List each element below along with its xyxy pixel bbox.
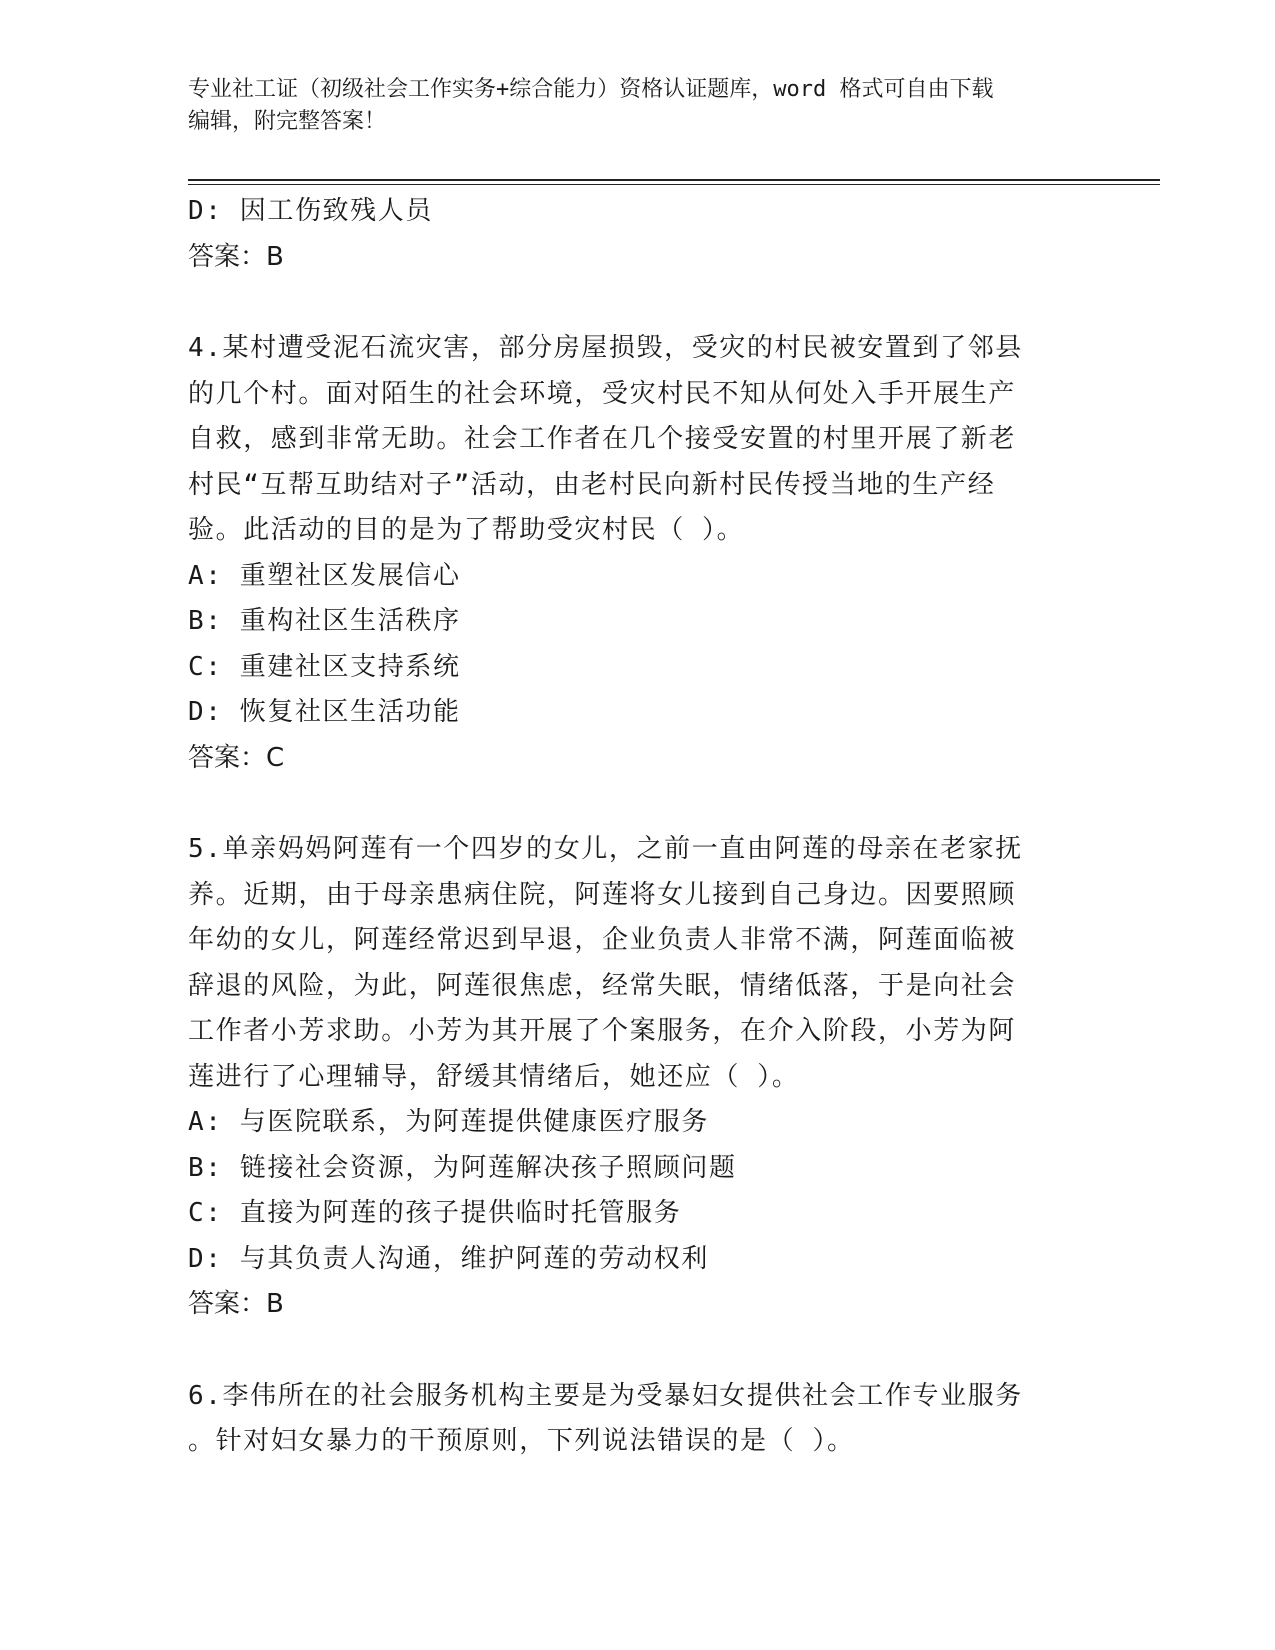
question-line: 养。近期，由于母亲患病住院，阿莲将女儿接到自己身边。因要照顾 [188, 879, 1017, 910]
question-line: 6.李伟所在的社会服务机构主要是为受暴妇女提供社会工作专业服务 [188, 1380, 1023, 1411]
question-line: 自救，感到非常无助。社会工作者在几个接受安置的村里开展了新老 [188, 424, 1017, 454]
option-a: A: 重塑社区发展信心 [188, 560, 461, 591]
question-6 [188, 1374, 1068, 1465]
spacer [188, 1328, 1068, 1374]
header-line-2: 编辑，附完整答案！ [188, 109, 387, 134]
spacer [188, 781, 1068, 827]
header-line-1: 专业社工证（初级社会工作实务+综合能力）资格认证题库，word 格式可自由下载 [188, 77, 994, 102]
question-line: 4.某村遭受泥石流灾害，部分房屋损毁，受灾的村民被安置到了邻县 [188, 333, 1023, 363]
question-line: 莲进行了心理辅导，舒缓其情绪后，她还应（ ）。 [188, 1061, 800, 1092]
option-b: B: 链接社会资源，为阿莲解决孩子照顾问题 [188, 1152, 737, 1183]
header-rule-thin [188, 184, 1160, 185]
option-b: B: 重构社区生活秩序 [188, 606, 461, 636]
question-content [188, 189, 1068, 1465]
option-d: D: 恢复社区生活功能 [188, 697, 461, 727]
question-line: 辞退的风险，为此，阿莲很焦虑，经常失眠，情绪低落，于是向社会 [188, 970, 1017, 1001]
prev-option-d: D: 因工伤致残人员 [188, 196, 433, 226]
question-line: 年幼的女儿，阿莲经常迟到早退，企业负责人非常不满，阿莲面临被 [188, 925, 1017, 955]
question-4 [188, 326, 1068, 781]
option-c: C: 直接为阿莲的孩子提供临时托管服务 [188, 1198, 682, 1228]
question-line: 工作者小芳求助。小芳为其开展了个案服务，在介入阶段，小芳为阿 [188, 1016, 1017, 1046]
document-header [188, 74, 1088, 138]
option-d: D: 与其负责人沟通，维护阿莲的劳动权利 [188, 1243, 709, 1274]
question-line: 。针对妇女暴力的干预原则，下列说法错误的是（ ）。 [188, 1426, 855, 1456]
question-5-text [188, 827, 1068, 1100]
spacer [188, 280, 1068, 326]
option-c: C: 重建社区支持系统 [188, 651, 461, 682]
header-rule-thick [188, 179, 1160, 181]
question-6-text [188, 1374, 1068, 1465]
answer: 答案：C [188, 742, 285, 773]
question-4-text [188, 326, 1068, 554]
question-5 [188, 827, 1068, 1328]
question-line: 村民“互帮互助结对子”活动，由老村民向新村民传授当地的生产经 [188, 469, 996, 500]
prev-answer: 答案：B [188, 241, 284, 272]
question-line: 5.单亲妈妈阿莲有一个四岁的女儿，之前一直由阿莲的母亲在老家抚 [188, 834, 1023, 864]
answer: 答案：B [188, 1289, 284, 1319]
question-line: 的几个村。面对陌生的社会环境，受灾村民不知从何处入手开展生产 [188, 378, 1017, 409]
option-a: A: 与医院联系，为阿莲提供健康医疗服务 [188, 1107, 709, 1137]
question-line: 验。此活动的目的是为了帮助受灾村民（ ）。 [188, 515, 745, 545]
